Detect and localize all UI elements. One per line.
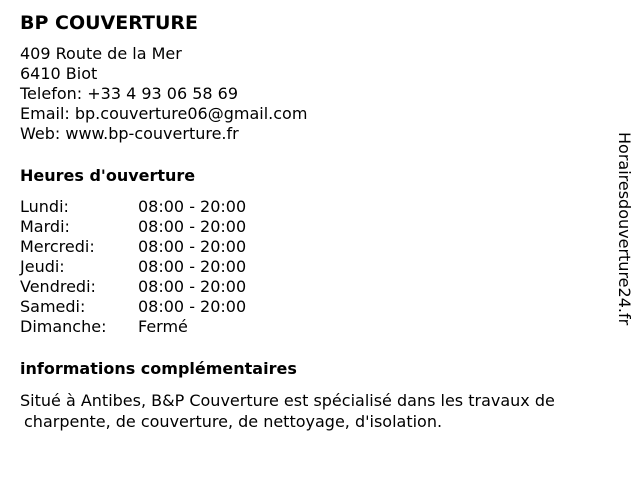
hours-day-label: Mercredi:	[20, 237, 95, 256]
phone-line[interactable]: Telefon: +33 4 93 06 58 69	[20, 84, 239, 103]
hours-day-label: Mardi:	[20, 217, 70, 236]
info-text	[20, 390, 610, 432]
hours-day-label: Lundi:	[20, 197, 69, 216]
hours-time-value: 08:00 - 20:00	[138, 197, 247, 216]
hours-day-label: Jeudi:	[20, 257, 65, 276]
hours-day-label: Vendredi:	[20, 277, 96, 296]
watermark-text: Horairesdouverture24.fr	[615, 132, 634, 326]
hours-row-friday	[20, 277, 610, 297]
hours-row-saturday	[20, 297, 610, 317]
address-line-2: 6410 Biot	[20, 64, 98, 83]
hours-time-value: Fermé	[138, 317, 188, 336]
hours-row-sunday	[20, 317, 610, 337]
hours-time-value: 08:00 - 20:00	[138, 297, 247, 316]
web-line[interactable]: Web: www.bp-couverture.fr	[20, 124, 239, 143]
hours-row-thursday	[20, 257, 610, 277]
business-card	[20, 10, 610, 432]
hours-time-value: 08:00 - 20:00	[138, 257, 247, 276]
hours-row-tuesday	[20, 217, 610, 237]
hours-row-monday	[20, 197, 610, 217]
hours-time-value: 08:00 - 20:00	[138, 237, 247, 256]
business-name: BP COUVERTURE	[20, 12, 199, 34]
info-title: informations complémentaires	[20, 359, 297, 378]
info-text-line-2: charpente, de couverture, de nettoyage, d'isolation.	[24, 412, 443, 431]
address-line-1: 409 Route de la Mer	[20, 44, 182, 63]
info-text-line-1: Situé à Antibes, B&P Couverture est spécialisé dans les travaux de	[20, 391, 555, 410]
hours-title: Heures d'ouverture	[20, 166, 196, 185]
hours-time-value: 08:00 - 20:00	[138, 277, 247, 296]
hours-row-wednesday	[20, 237, 610, 257]
hours-time-value: 08:00 - 20:00	[138, 217, 247, 236]
hours-day-label: Dimanche:	[20, 317, 107, 336]
hours-day-label: Samedi:	[20, 297, 86, 316]
email-line[interactable]: Email: bp.couverture06@gmail.com	[20, 104, 308, 123]
hours-table	[20, 197, 610, 337]
